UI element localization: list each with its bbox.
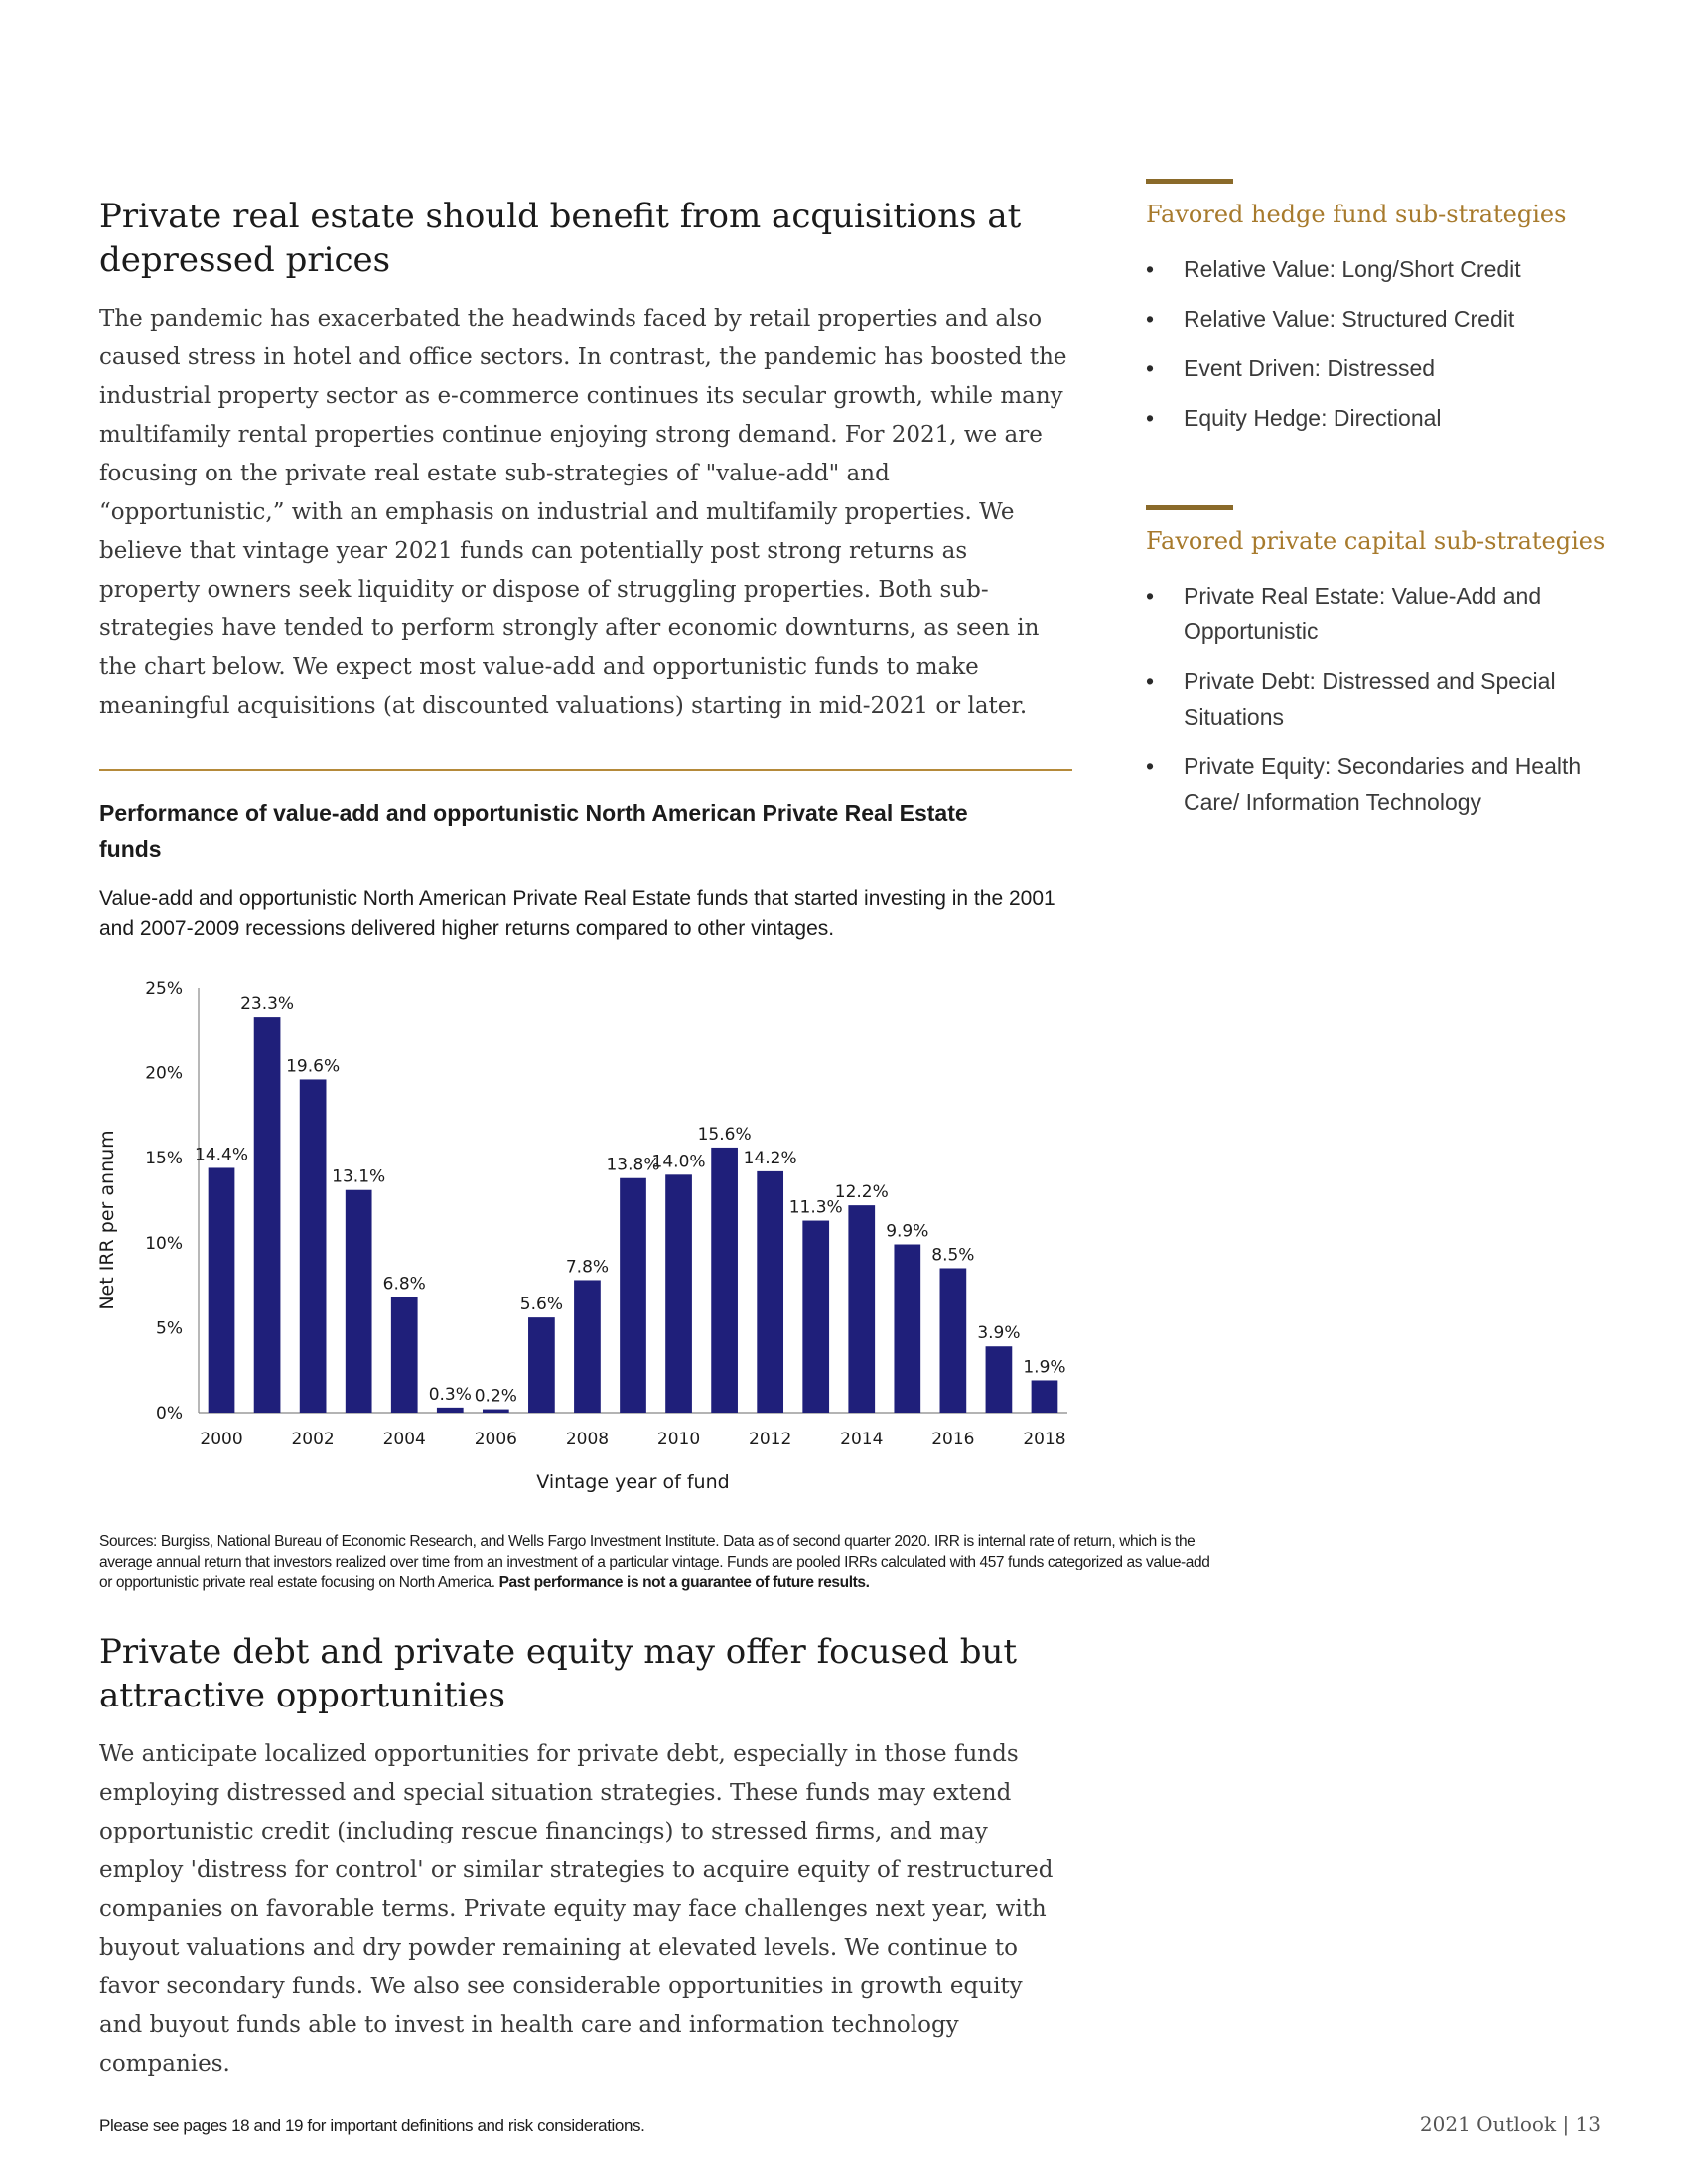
sidebar-rule-hedge — [1146, 179, 1233, 184]
list-item: • Event Driven: Distressed — [1146, 350, 1613, 386]
page-number: 2021 Outlook | 13 — [1419, 2113, 1601, 2136]
bar — [346, 1190, 372, 1413]
data-label: 7.8% — [565, 1257, 610, 1278]
bar — [894, 1245, 920, 1413]
x-tick-label: 2016 — [931, 1430, 975, 1449]
x-tick-label: 2004 — [382, 1430, 426, 1449]
data-label: 3.9% — [977, 1323, 1021, 1344]
bar — [209, 1167, 235, 1413]
sidebar — [1146, 179, 1613, 834]
data-label: 12.2% — [834, 1182, 889, 1203]
chart-sources — [99, 1531, 1211, 1593]
data-label: 13.1% — [332, 1166, 386, 1187]
hedge-strategy-list — [1146, 251, 1613, 436]
data-label: 14.0% — [651, 1152, 706, 1172]
data-label: 0.3% — [428, 1384, 472, 1405]
bar — [757, 1171, 783, 1413]
sidebar-heading-hedge: Favored hedge fund sub-strategies — [1146, 201, 1567, 228]
data-label: 14.4% — [195, 1145, 249, 1165]
data-label: 0.2% — [474, 1386, 517, 1407]
x-tick-label: 2014 — [840, 1430, 884, 1449]
bar — [986, 1346, 1013, 1413]
divider-rule — [99, 769, 1072, 771]
data-label: 9.9% — [886, 1221, 929, 1242]
bar-chart — [96, 958, 1092, 1494]
data-label: 15.6% — [697, 1124, 752, 1145]
list-item: • Private Real Estate: Value-Add and Opportunistic — [1146, 578, 1613, 649]
data-label: 14.2% — [743, 1148, 797, 1168]
bar — [528, 1317, 555, 1413]
chart-subtitle: Value-add and opportunistic North American Private Real Estate funds that started investing in the 2001 and 2007-2009 recessions delivered higher returns compared to other vintages. — [99, 887, 1055, 940]
sidebar-heading-private: Favored private capital sub-strategies — [1146, 527, 1606, 555]
list-item: • Private Debt: Distressed and Special Situations — [1146, 663, 1613, 735]
data-label: 13.8% — [606, 1155, 660, 1175]
bar — [1032, 1380, 1058, 1413]
bar — [483, 1410, 509, 1413]
data-label: 5.6% — [519, 1295, 563, 1315]
bar — [391, 1297, 418, 1413]
data-label: 23.3% — [240, 994, 295, 1015]
list-item: • Private Equity: Secondaries and Health Care/ Information Technology — [1146, 749, 1613, 820]
y-axis-title: Net IRR per annum — [96, 1130, 118, 1310]
main-column — [96, 195, 1072, 1494]
x-tick-label: 2000 — [200, 1430, 243, 1449]
x-tick-label: 2010 — [656, 1430, 701, 1449]
sources-disclaimer: Past performance is not a guarantee of future results. — [498, 1574, 870, 1591]
data-label: 6.8% — [382, 1274, 426, 1295]
bar — [300, 1079, 327, 1413]
list-item: • Relative Value: Structured Credit — [1146, 301, 1613, 337]
section-title-real-estate: Private real estate should benefit from acquisitions at depressed prices — [99, 197, 1022, 280]
y-tick-label: 0% — [156, 1404, 183, 1424]
y-tick-label: 15% — [145, 1149, 183, 1169]
sidebar-rule-private — [1146, 505, 1233, 510]
y-tick-label: 25% — [145, 979, 183, 999]
real-estate-paragraph: The pandemic has exacerbated the headwinds faced by retail properties and also caused stress in hotel and office sectors. In contrast, the pandemic has boosted the industrial property sector as e-commerce continues its secular growth, while many multifamily rental properties continue enjoying strong demand. For 2021, we are focusing on the private real estate sub-strategies of "value-add" and “opportunistic,” with an emphasis on industrial and multifamily properties. We believe that vintage year 2021 funds can potentially post strong returns as property owners seek liquidity or dispose of struggling properties. Both sub-strategies have tended to perform strongly after economic downturns, as seen in the chart below. We expect most value-add and opportunistic funds to make meaningful acquisitions (at discounted valuations) starting in mid-2021 or later. — [99, 306, 1067, 719]
y-tick-label: 10% — [145, 1233, 183, 1254]
bar — [437, 1408, 464, 1413]
bar — [574, 1280, 601, 1413]
x-tick-label: 2006 — [474, 1430, 517, 1449]
data-label: 1.9% — [1023, 1357, 1066, 1378]
list-item: • Relative Value: Long/Short Credit — [1146, 251, 1613, 287]
bar — [254, 1017, 281, 1413]
x-tick-label: 2012 — [749, 1430, 792, 1449]
y-tick-label: 5% — [156, 1318, 183, 1339]
bar — [940, 1268, 967, 1413]
x-tick-label: 2008 — [565, 1430, 610, 1449]
chart-title: Performance of value-add and opportunistic North American Private Real Estate funds — [99, 800, 968, 862]
private-debt-paragraph: We anticipate localized opportunities for private debt, especially in those funds employing distressed and special situation strategies. These funds may extend opportunistic credit (including rescue financings) to stressed firms, and may employ 'distress for control' or similar strategies to acquire equity of restructured companies on favorable terms. Private equity may face challenges next year, with buyout valuations and dry powder remaining at elevated levels. We continue to favor secondary funds. We also see considerable opportunities in growth equity and buyout funds able to invest in health care and information technology companies. — [99, 1741, 1054, 2077]
bar — [665, 1174, 692, 1413]
private-strategy-list — [1146, 578, 1613, 820]
x-tick-label: 2018 — [1023, 1430, 1066, 1449]
section-private-debt — [99, 1630, 1072, 2084]
data-label: 19.6% — [286, 1056, 341, 1077]
x-axis-title: Vintage year of fund — [536, 1471, 730, 1493]
bar — [848, 1205, 875, 1413]
footer-note: Please see pages 18 and 19 for important definitions and risk considerations. — [99, 2116, 645, 2135]
x-tick-label: 2002 — [291, 1430, 335, 1449]
bar — [620, 1178, 646, 1413]
y-tick-label: 20% — [145, 1063, 183, 1084]
data-label: 8.5% — [931, 1245, 975, 1266]
list-item: • Equity Hedge: Directional — [1146, 400, 1613, 436]
bar — [802, 1221, 829, 1413]
chart-container — [96, 958, 1092, 1494]
bar — [711, 1148, 738, 1413]
data-label: 11.3% — [788, 1197, 843, 1218]
section-title-private-debt: Private debt and private equity may offer focused but attractive opportunities — [99, 1632, 1018, 1715]
sources-text: Sources: Burgiss, National Bureau of Economic Research, and Wells Fargo Investment Institute. Data as of second quarter 2020. IRR is internal rate of return, which is the average annual return that investors realized over time from an investment of a particular vintage. Funds are pooled IRRs calculated with 457 funds categorized as value-add or opportunistic private real estate focusing on North America. — [99, 1533, 1210, 1591]
